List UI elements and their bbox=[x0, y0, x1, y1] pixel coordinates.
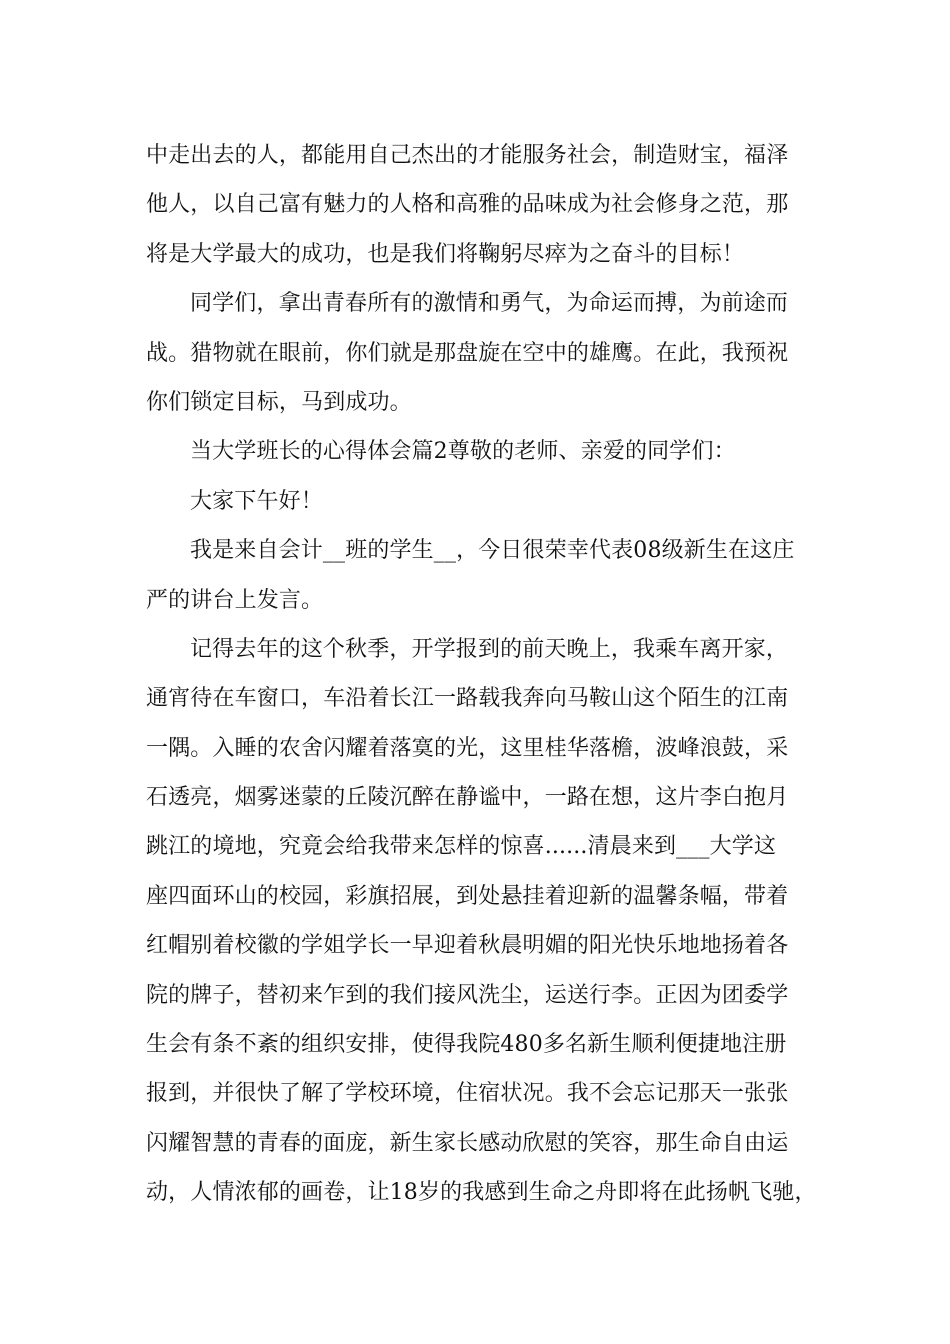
text-line: 院的牌子，替初来乍到的我们接风洗尘，运送行李。正因为团委学 bbox=[146, 982, 789, 1008]
text-line: 他人，以自己富有魅力的人格和高雅的品味成为社会修身之范，那 bbox=[146, 192, 789, 218]
text-line: 通宵待在车窗口，车沿着长江一路载我奔向马鞍山这个陌生的江南 bbox=[146, 686, 789, 712]
text-line: 一隅。入睡的农舍闪耀着落寞的光，这里桂华落檐，波峰浪鼓，采 bbox=[146, 735, 789, 761]
text-line: 生会有条不紊的组织安排，使得我院480多名新生顺利便捷地注册 bbox=[146, 1032, 787, 1058]
text-line: 动，人情浓郁的画卷，让18岁的我感到生命之舟即将在此扬帆飞驰， bbox=[146, 1180, 817, 1206]
text-line: 中走出去的人，都能用自己杰出的才能服务社会，制造财宝，福泽 bbox=[146, 143, 789, 168]
text-line: 严的讲台上发言。 bbox=[146, 587, 324, 613]
text-line: 石透亮，烟雾迷蒙的丘陵沉醉在静谧中，一路在想，这片李白抱月 bbox=[146, 785, 789, 811]
text-line: 将是大学最大的成功，也是我们将鞠躬尽瘁为之奋斗的目标！ bbox=[146, 241, 745, 267]
paragraph-first-line: 同学们，拿出青春所有的激情和勇气，为命运而搏，为前途而 bbox=[190, 291, 789, 317]
paragraph-first-line: 记得去年的这个秋季，开学报到的前天晚上，我乘车离开家， bbox=[190, 636, 789, 662]
text-line: 闪耀智慧的青春的面庞，新生家长感动欣慰的笑容，那生命自由运 bbox=[146, 1130, 789, 1156]
text-line: 红帽别着校徽的学姐学长一早迎着秋晨明媚的阳光快乐地地扬着各 bbox=[146, 933, 789, 959]
text-line: 跳江的境地，究竟会给我带来怎样的惊喜......清晨来到___大学这 bbox=[146, 834, 777, 860]
body-text bbox=[146, 131, 836, 1218]
paragraph-first-line: 大家下午好！ bbox=[190, 488, 323, 514]
text-line: 战。猎物就在眼前，你们就是那盘旋在空中的雄鹰。在此，我预祝 bbox=[146, 340, 789, 366]
paragraph-first-line: 我是来自会计__班的学生__，今日很荣幸代表08级新生在这庄 bbox=[190, 538, 795, 564]
text-line: 座四面环山的校园，彩旗招展，到处悬挂着迎新的温馨条幅，带着 bbox=[146, 883, 789, 909]
text-line: 报到，并很快了解了学校环境，住宿状况。我不会忘记那天一张张 bbox=[146, 1081, 789, 1107]
paragraph-first-line: 当大学班长的心得体会篇2尊敬的老师、亲爱的同学们： bbox=[190, 439, 736, 465]
text-line: 你们锁定目标，马到成功。 bbox=[146, 389, 412, 415]
